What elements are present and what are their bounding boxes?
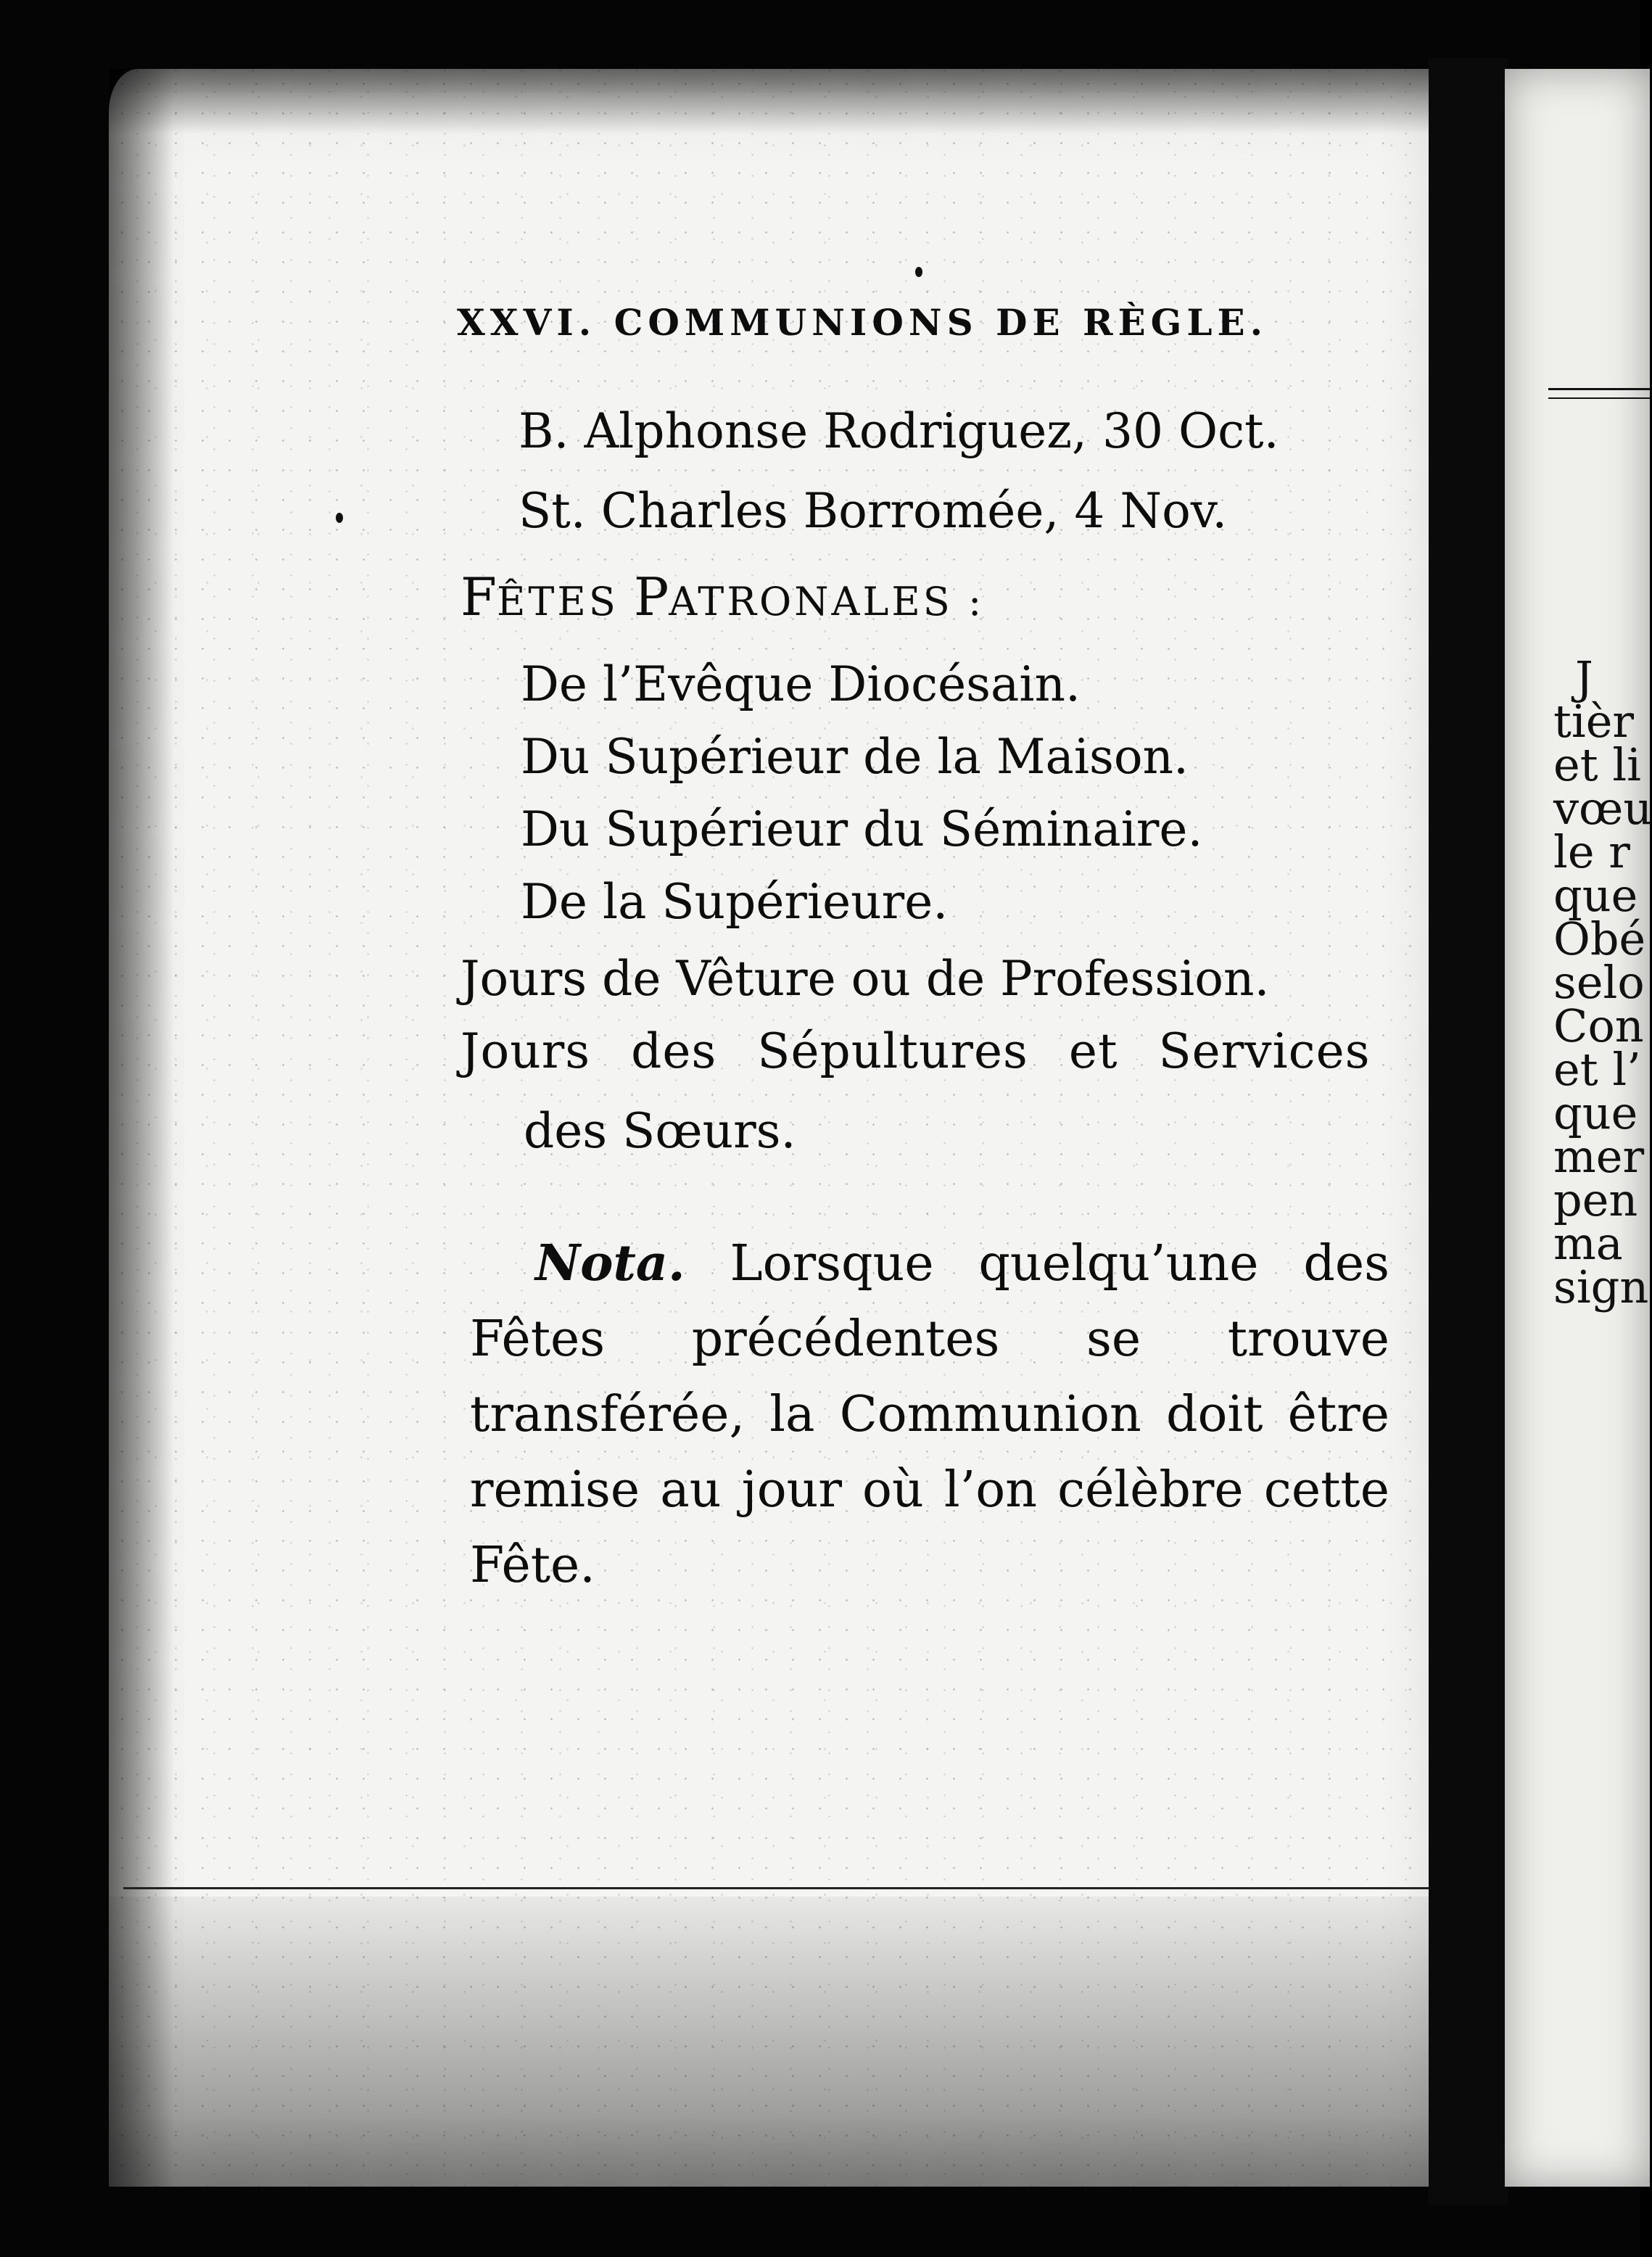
nota-label: Nota.	[535, 1234, 685, 1292]
page-heading: XXVI. COMMUNIONS DE RÈGLE.	[457, 301, 1268, 344]
saint-entry: B. Alphonse Rodriguez, 30 Oct.	[519, 403, 1279, 459]
facing-line: selo	[1553, 956, 1645, 1009]
facing-page-rule	[1548, 388, 1650, 399]
facing-page-text	[1553, 651, 1652, 1313]
facing-line: Obé	[1553, 912, 1646, 965]
other-day-entry: des Sœurs.	[524, 1103, 796, 1159]
facing-line: pen	[1553, 1173, 1638, 1226]
patronal-item: De l’Evêque Diocésain.	[521, 656, 1081, 712]
facing-line: Con	[1553, 999, 1644, 1052]
facing-line: J	[1575, 651, 1593, 704]
facing-line: vœu	[1553, 782, 1652, 835]
facing-line: sign	[1553, 1260, 1649, 1313]
patronal-feasts-heading: FÊTES PATRONALES :	[461, 566, 985, 627]
facing-line: le r	[1553, 825, 1630, 878]
facing-line: ma	[1553, 1217, 1623, 1270]
facing-line: tièr	[1553, 695, 1635, 748]
ornament-dot	[915, 267, 922, 277]
nota-paragraph	[470, 1226, 1389, 1604]
other-day-entry: Jours des Sépultures et Services	[461, 1023, 1371, 1079]
patronal-item: Du Supérieur du Séminaire.	[521, 801, 1203, 857]
facing-line: et l’	[1553, 1043, 1641, 1096]
nota-text: Lorsque quelqu’une des Fêtes précédentes se trouve transférée, la Communion doit être remise au jour où l’on célèbre cette Fête.	[470, 1235, 1389, 1594]
patronal-item: Du Supérieur de la Maison.	[521, 729, 1189, 785]
footer-rule	[123, 1887, 1472, 1889]
patronal-item: De la Supérieure.	[521, 874, 949, 930]
facing-line: et li	[1553, 738, 1641, 791]
other-day-entry: Jours de Vêture ou de Profession.	[461, 951, 1270, 1007]
saint-entry: St. Charles Borromée, 4 Nov.	[519, 483, 1228, 539]
book-gutter	[1429, 58, 1508, 2205]
facing-line: que	[1553, 869, 1638, 922]
facing-line: mer	[1553, 1130, 1645, 1183]
ornament-dot	[336, 513, 343, 523]
facing-line: que	[1553, 1086, 1638, 1139]
